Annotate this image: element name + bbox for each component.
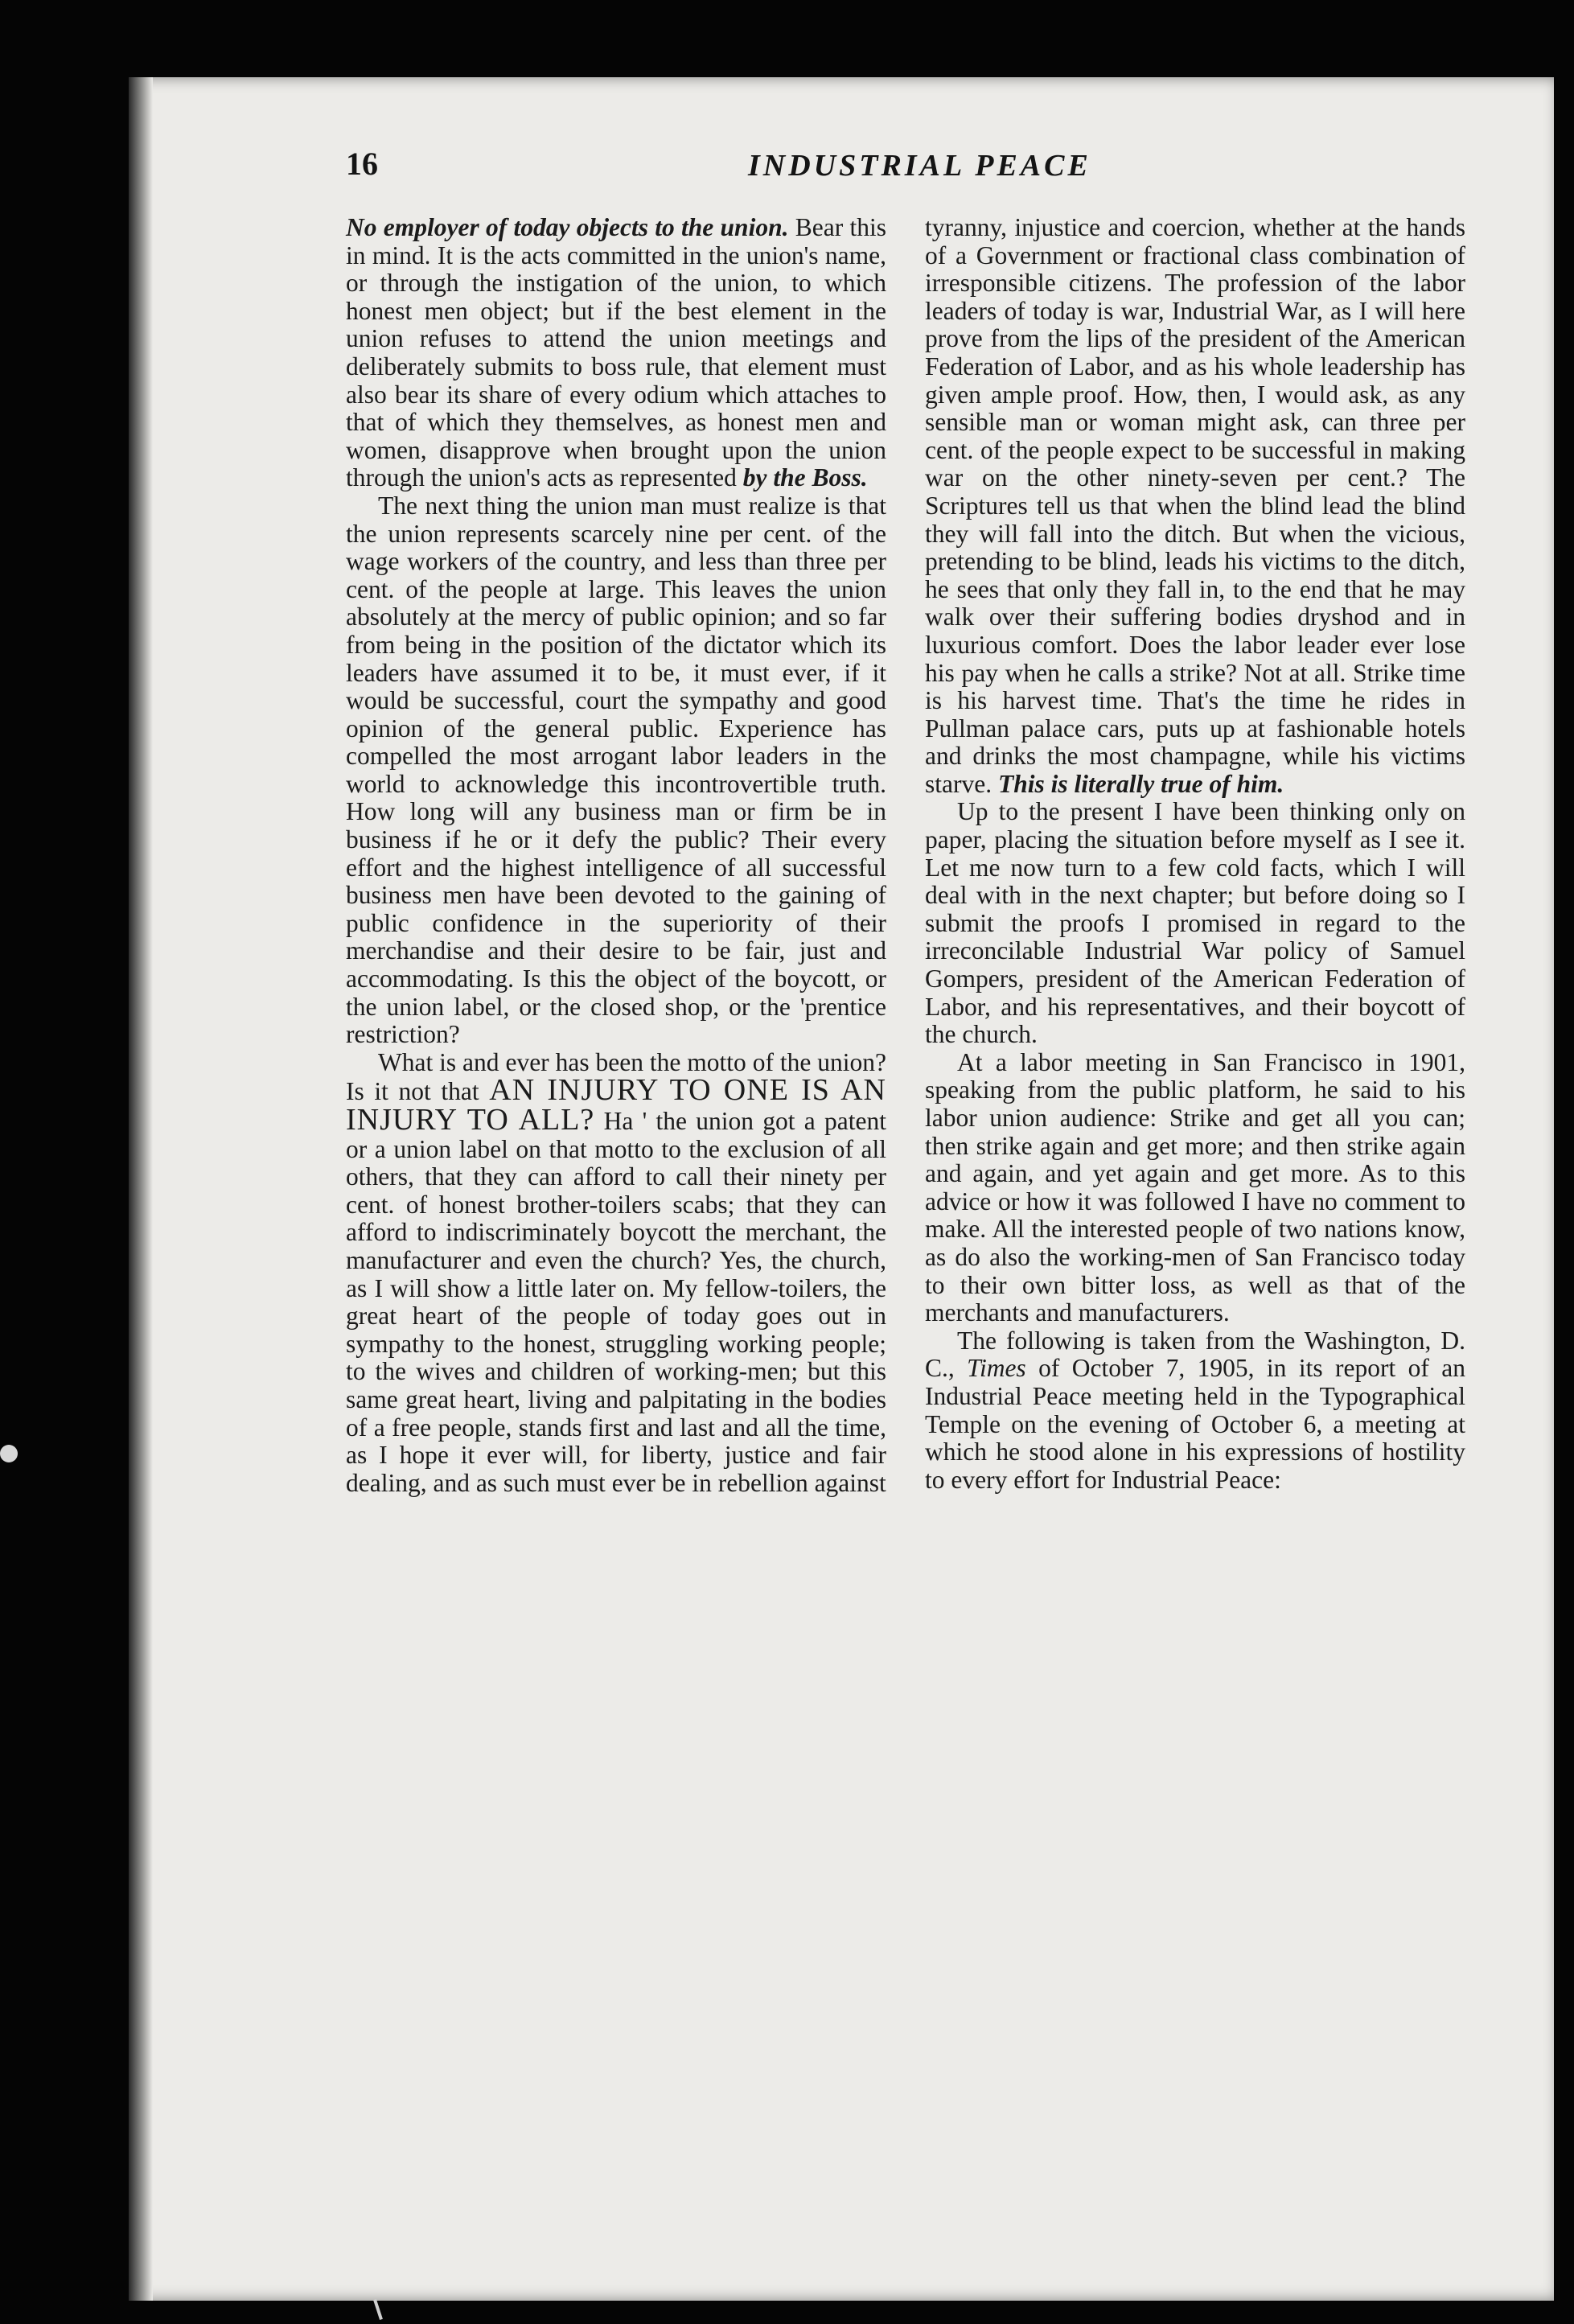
paragraph bbox=[346, 214, 886, 492]
page-number: 16 bbox=[346, 146, 378, 182]
paragraph bbox=[925, 1327, 1465, 1495]
paragraph: Up to the present I have been thinking only on paper, placing the situation before myself as I see it. Let me now turn to a few cold facts, which I will deal with in the next chapter; but before doing so I submit the proofs I promised in regard to the irreconcilable Industrial War policy of Samuel Gompers, president of the American Federation of Labor, and his representatives, and their boycott of the church. bbox=[925, 797, 1465, 1049]
scan-artifact bbox=[0, 1445, 18, 1462]
paragraph: At a labor meeting in San Francisco in 1901, speaking from the public platform, he said to his labor union audience: Strike and get all you can; then strike again and get more; and then strike again and again, and yet again and get more. As to this advice or how it was followed I have no comment to make. All the interested people of two nations know, as do also the working-men of San Francisco today to their own bitter loss, as well as that of the merchants and manufacturers. bbox=[925, 1047, 1465, 1327]
body-text: tyranny, injustice and coercion, whether at the hands of a Government or fractional class combination of irresponsible citizens. The profession of the labor leaders of today is war, Industrial War, as I will here prove from the lips of the president of the American Federation of Labor, and as his whole leadership has given ample proof. How, then, I would ask, as any sensible man or woman might ask, can three per cent. of the people expect to be successful in making war on the other ninety-seven per cent.? The Scriptures tell us that when the blind lead the blind they will fall into the ditch. But when the vicious, pretending to be blind, leads his victims to the ditch, he sees that only they fall in, to the end that he may walk over their suffering bodies dryshod and in luxurious comfort. Does the labor leader ever lose his pay when he calls a strike? Not at all. Strike time is his harvest time. That's the time he rides in Pullman palace cars, puts up at fashionable hotels and drinks the most champagne, while his victims starve. bbox=[925, 213, 1465, 798]
emphasis-text: No employer of today objects to the union. bbox=[346, 213, 789, 241]
body-text: What is and ever has been the motto of the union? Is it not that bbox=[346, 1047, 886, 1106]
motto-text: AN INJURY TO ONE IS AN INJURY TO ALL? bbox=[346, 1073, 886, 1137]
paragraph bbox=[346, 1049, 886, 1498]
paragraph: The next thing the union man must realize is that the union represents scarcely nine per cent. of the wage workers of the country, and less than three per cent. of the people at large. This leaves the union absolutely at the mercy of public opinion; and so far from being in the position of the dictator which its leaders have assumed it to be, it must ever, if it would be successful, court the sympathy and good opinion of the general public. Experience has compelled the most arrogant labor leaders in the world to acknowledge this incontrovertible truth. How long will any business man or firm be in business if he or it defy the public? Their every effort and the highest intelligence of all successful business men have been devoted to the gaining of public confidence in the superiority of their merchandise and their desire to be fair, just and accommodating. Is this the object of the boycott, or the union label, or the closed shop, or the 'prentice restriction? bbox=[346, 491, 886, 1049]
page-binding-shadow bbox=[129, 77, 153, 2301]
emphasis-text: by the Boss. bbox=[742, 463, 868, 492]
running-title: INDUSTRIAL PEACE bbox=[748, 149, 1091, 183]
body-text: The following is taken from the Washington, D. C., bbox=[925, 1326, 1465, 1383]
page-header bbox=[346, 145, 1472, 185]
body-text: of October 7, 1905, in its report of an Industrial Peace meeting held in the Typographical Temple on the evening of October 6, a meeting at which he stood alone in his expressions of hostility to every effort for Industrial Peace: bbox=[925, 1354, 1465, 1494]
body-text: Ha ' the union got a patent or a union label on that motto to the exclusion of all others, that they can afford to call their ninety per cent. of honest brother-toilers scabs; that they can afford to indiscriminately boycott the merchant, the manufacturer and even the church? Yes, the church, as I will show a little later on. My fellow-toilers, the great heart of the people of today goes out in sympathy to the honest, struggling working people; to the wives and children of working-men; but this same great heart, living and palpitating in the bodies of a free people, stands first and last and all the time, as I hope it ever will, for liberty, justice and fair dealing, and as such must ever be in rebellion against bbox=[346, 1107, 886, 1497]
right-column bbox=[925, 214, 1465, 1494]
paragraph bbox=[925, 214, 1465, 798]
body-text: Bear this in mind. It is the acts committed in the union's name, or through the instigation of the union, to which honest men object; but if the best element in the union refuses to attend the union meetings and deliberately submits to boss rule, that element must also bear its share of every odium which attaches to that of which they themselves, as honest men and women, disapprove when brought upon the union through the union's acts as represented bbox=[346, 213, 886, 492]
left-column bbox=[346, 214, 886, 1497]
emphasis-text: This is literally true of him. bbox=[997, 769, 1284, 798]
newspaper-title: Times bbox=[967, 1354, 1026, 1383]
scan-artifact bbox=[373, 2299, 383, 2320]
